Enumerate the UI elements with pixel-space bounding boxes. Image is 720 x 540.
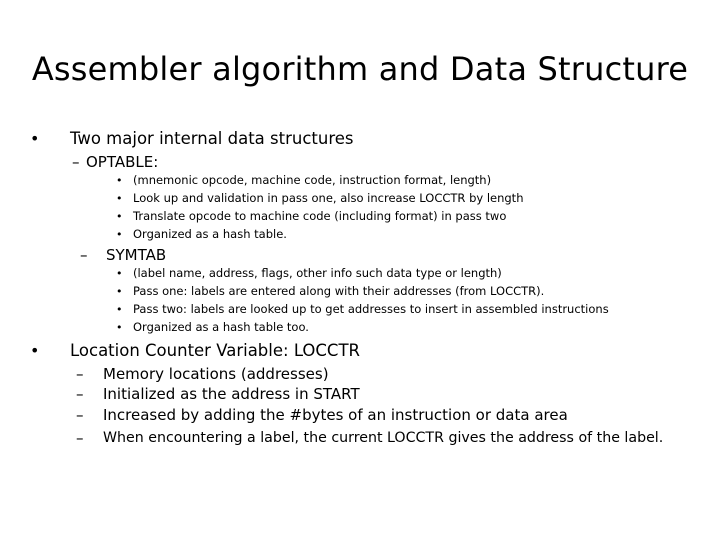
bullet-icon: • xyxy=(116,174,123,187)
dash-icon: – xyxy=(76,365,84,383)
bullet-icon: • xyxy=(116,210,123,223)
detail-text: Look up and validation in pass one, also increase LOCCTR by length xyxy=(133,191,524,205)
detail-text: Translate opcode to machine code (including format) in pass two xyxy=(133,209,507,223)
dash-icon: – xyxy=(72,153,80,171)
bullet-icon: • xyxy=(116,303,123,316)
sub-item-text: Initialized as the address in START xyxy=(103,385,360,403)
bullet-icon: • xyxy=(30,129,40,148)
dash-icon: – xyxy=(76,429,84,447)
sub-item-label: OPTABLE: xyxy=(86,153,159,171)
detail-text: Pass one: labels are entered along with their addresses (from LOCCTR). xyxy=(133,284,545,298)
bullet-icon: • xyxy=(30,341,40,360)
sub-item-text: Memory locations (addresses) xyxy=(103,365,329,383)
bullet-text: Two major internal data structures xyxy=(70,129,354,148)
bullet-icon: • xyxy=(116,192,123,205)
dash-icon: – xyxy=(76,406,84,424)
detail-text: Organized as a hash table. xyxy=(133,227,287,241)
dash-icon: – xyxy=(76,385,84,403)
bullet-icon: • xyxy=(116,228,123,241)
bullet-icon: • xyxy=(116,267,123,280)
detail-text: Pass two: labels are looked up to get addresses to insert in assembled instructions xyxy=(133,302,609,316)
bullet-icon: • xyxy=(116,321,123,334)
detail-text: Organized as a hash table too. xyxy=(133,320,309,334)
slide-title: Assembler algorithm and Data Structure xyxy=(31,50,689,88)
dash-icon: – xyxy=(80,246,88,264)
bullet-text: Location Counter Variable: LOCCTR xyxy=(70,341,360,360)
sub-item-text: Increased by adding the #bytes of an instruction or data area xyxy=(103,406,568,424)
sub-item-text: When encountering a label, the current LOCCTR gives the address of the label. xyxy=(103,430,664,446)
bullet-icon: • xyxy=(116,285,123,298)
sub-item-label: SYMTAB xyxy=(106,246,167,264)
detail-text: (mnemonic opcode, machine code, instruction format, length) xyxy=(133,173,492,187)
detail-text: (label name, address, flags, other info such data type or length) xyxy=(133,266,502,280)
